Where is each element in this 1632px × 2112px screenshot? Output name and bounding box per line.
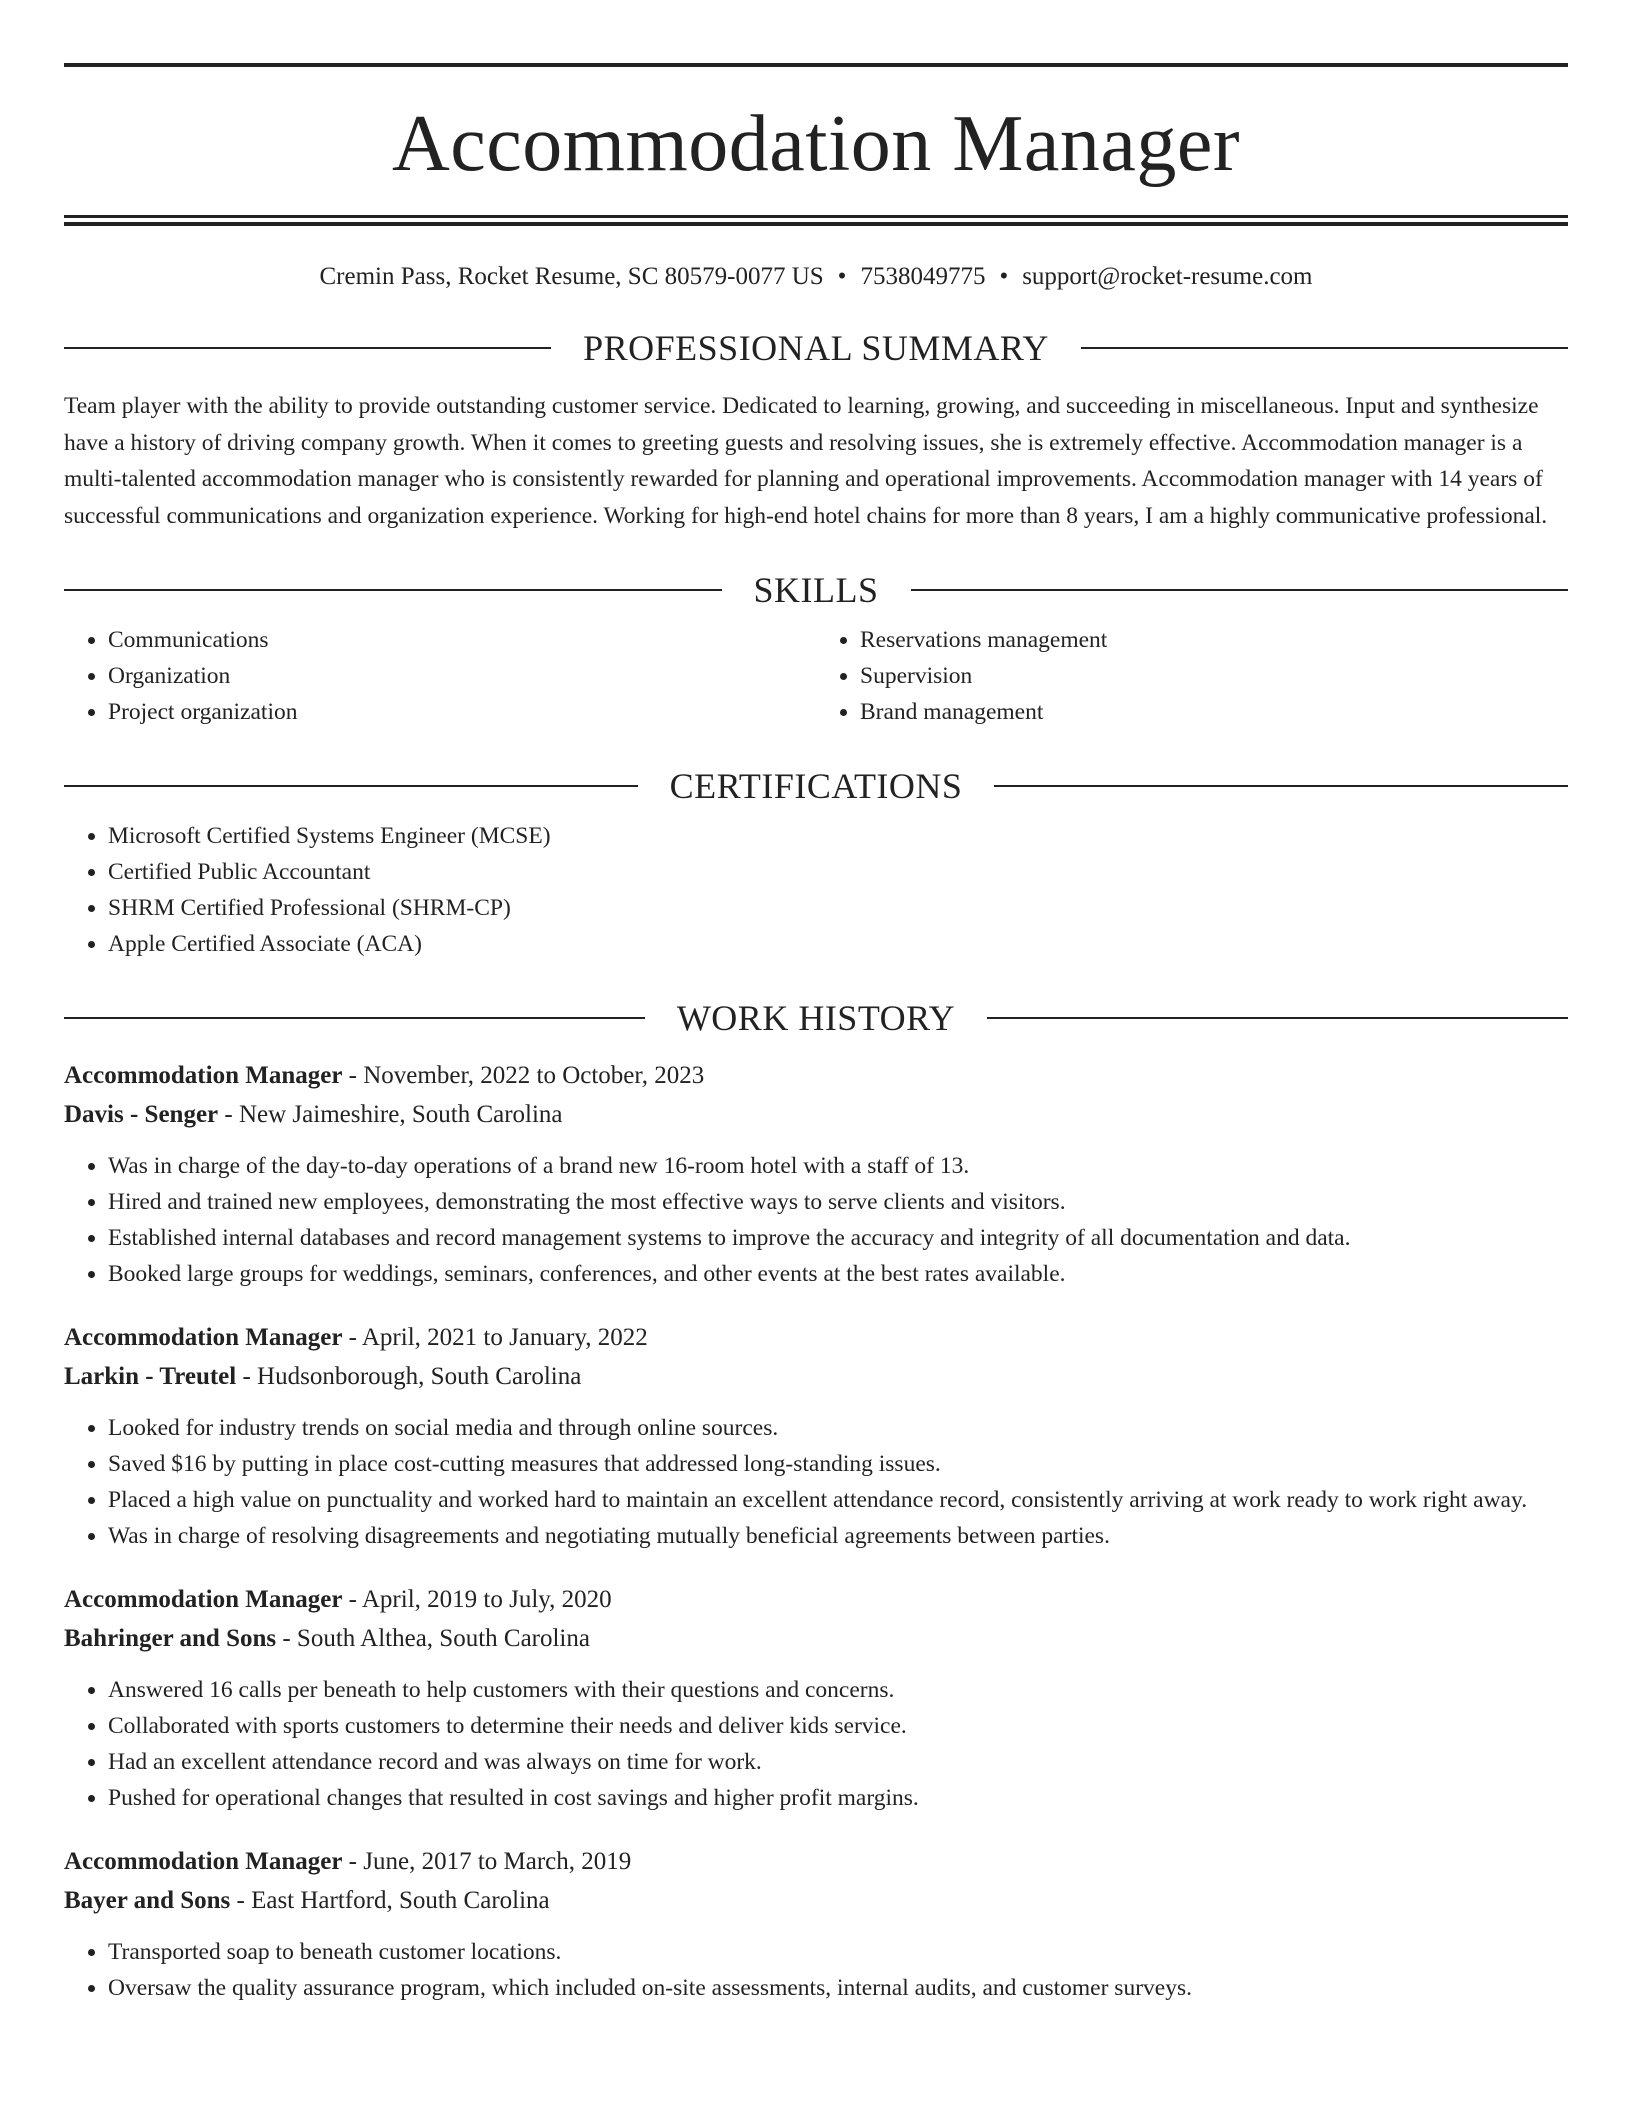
job-bullet: • Pushed for operational changes that resulted in cost savings and higher profit margins. <box>108 1780 1568 1816</box>
skill-item: • Project organization <box>108 694 816 730</box>
page-title: Accommodation Manager <box>392 100 1240 188</box>
summary-text: Team player with the ability to provide outstanding customer service. Dedicated to learning, growing, and succeeding in miscellaneous. Input and synthesize have a history of driving company growth. When it comes to greeting guests and resolving issues, she is extremely effective. Accommodation manager is a multi-talented accommodation manager who is consistently rewarded for planning and operational improvements. Accommodation manager with 14 years of successful communications and organization experience. Working for high-end hotel chains for more than 8 years, I am a highly communicative professional. <box>64 393 1548 529</box>
job-bullets <box>64 1672 1568 1816</box>
work-history-heading-text: WORK HISTORY <box>676 998 956 1038</box>
skills-list-left <box>64 622 816 730</box>
job-entry <box>64 1318 1568 1554</box>
summary-heading <box>64 330 1568 366</box>
job-bullet: • Placed a high value on punctuality and worked hard to maintain an excellent attendance record, consistently arriving at work ready to work right away. <box>108 1482 1568 1518</box>
skill-item: • Organization <box>108 658 816 694</box>
contact-separator: • <box>999 263 1009 290</box>
job-location: - Hudsonborough, South Carolina <box>236 1363 582 1390</box>
work-history-heading <box>64 1000 1568 1036</box>
job-location: - East Hartford, South Carolina <box>230 1887 550 1914</box>
skills-list-right <box>816 622 1568 730</box>
job-bullet: • Booked large groups for weddings, seminars, conferences, and other events at the best rates available. <box>108 1256 1568 1292</box>
job-entry <box>64 1056 1568 1292</box>
skill-item: • Brand management <box>860 694 1568 730</box>
job-dates: - June, 2017 to March, 2019 <box>342 1848 632 1875</box>
summary-heading-text: PROFESSIONAL SUMMARY <box>583 328 1049 368</box>
job-company: Bayer and Sons <box>64 1887 231 1914</box>
job-title-line <box>64 1842 1568 1881</box>
job-company: Davis - Senger <box>64 1101 219 1128</box>
job-company-line <box>64 1881 1568 1920</box>
certifications-list <box>64 818 1568 962</box>
contact-line <box>64 262 1568 292</box>
job-bullet: • Was in charge of the day-to-day operations of a brand new 16-room hotel with a staff of 13. <box>108 1148 1568 1184</box>
contact-phone: 7538049775 <box>860 263 986 290</box>
work-history-list <box>64 1056 1568 2006</box>
contact-separator: • <box>837 263 847 290</box>
job-location: - New Jaimeshire, South Carolina <box>218 1101 563 1128</box>
skills-heading <box>64 572 1568 608</box>
certifications-heading <box>64 768 1568 804</box>
job-bullet: • Transported soap to beneath customer locations. <box>108 1934 1568 1970</box>
job-entry <box>64 1580 1568 1816</box>
title-block <box>64 63 1568 226</box>
job-bullet: • Was in charge of resolving disagreements and negotiating mutually beneficial agreements between parties. <box>108 1518 1568 1554</box>
skills-heading-text: SKILLS <box>753 570 879 610</box>
skill-item: • Communications <box>108 622 816 658</box>
job-dates: - April, 2021 to January, 2022 <box>342 1324 648 1351</box>
job-title-line <box>64 1056 1568 1095</box>
certifications-heading-text: CERTIFICATIONS <box>669 766 963 806</box>
job-title: Accommodation Manager <box>64 1324 343 1351</box>
job-title: Accommodation Manager <box>64 1848 343 1875</box>
skill-item: • Reservations management <box>860 622 1568 658</box>
skills-columns <box>64 622 1568 730</box>
job-company: Larkin - Treutel <box>64 1363 237 1390</box>
contact-email[interactable]: support@rocket-resume.com <box>1022 263 1313 290</box>
job-bullet: • Oversaw the quality assurance program, which included on-site assessments, internal audits, and customer surveys. <box>108 1970 1568 2006</box>
job-bullet: • Established internal databases and record management systems to improve the accuracy and integrity of all documentation and data. <box>108 1220 1568 1256</box>
certification-item: • Microsoft Certified Systems Engineer (MCSE) <box>108 818 1568 854</box>
contact-address: Cremin Pass, Rocket Resume, SC 80579-0077 US <box>319 263 824 290</box>
job-dates: - November, 2022 to October, 2023 <box>342 1062 705 1089</box>
job-bullets <box>64 1148 1568 1292</box>
skill-item: • Supervision <box>860 658 1568 694</box>
job-company: Bahringer and Sons <box>64 1625 277 1652</box>
certification-item: • Apple Certified Associate (ACA) <box>108 926 1568 962</box>
job-company-line <box>64 1095 1568 1134</box>
job-company-line <box>64 1357 1568 1396</box>
job-bullet: • Answered 16 calls per beneath to help customers with their questions and concerns. <box>108 1672 1568 1708</box>
job-bullet: • Hired and trained new employees, demonstrating the most effective ways to serve clients and visitors. <box>108 1184 1568 1220</box>
job-location: - South Althea, South Carolina <box>276 1625 590 1652</box>
job-dates: - April, 2019 to July, 2020 <box>342 1586 612 1613</box>
job-bullets <box>64 1934 1568 2006</box>
job-company-line <box>64 1619 1568 1658</box>
certification-item: • Certified Public Accountant <box>108 854 1568 890</box>
job-title: Accommodation Manager <box>64 1062 343 1089</box>
double-rule <box>64 215 1568 226</box>
job-bullet: • Had an excellent attendance record and was always on time for work. <box>108 1744 1568 1780</box>
job-bullet: • Saved $16 by putting in place cost-cutting measures that addressed long-standing issues. <box>108 1446 1568 1482</box>
job-entry <box>64 1842 1568 2006</box>
job-title: Accommodation Manager <box>64 1586 343 1613</box>
certification-item: • SHRM Certified Professional (SHRM-CP) <box>108 890 1568 926</box>
job-title-line <box>64 1318 1568 1357</box>
job-title-line <box>64 1580 1568 1619</box>
job-bullet: • Looked for industry trends on social media and through online sources. <box>108 1410 1568 1446</box>
job-bullets <box>64 1410 1568 1554</box>
job-bullet: • Collaborated with sports customers to determine their needs and deliver kids service. <box>108 1708 1568 1744</box>
